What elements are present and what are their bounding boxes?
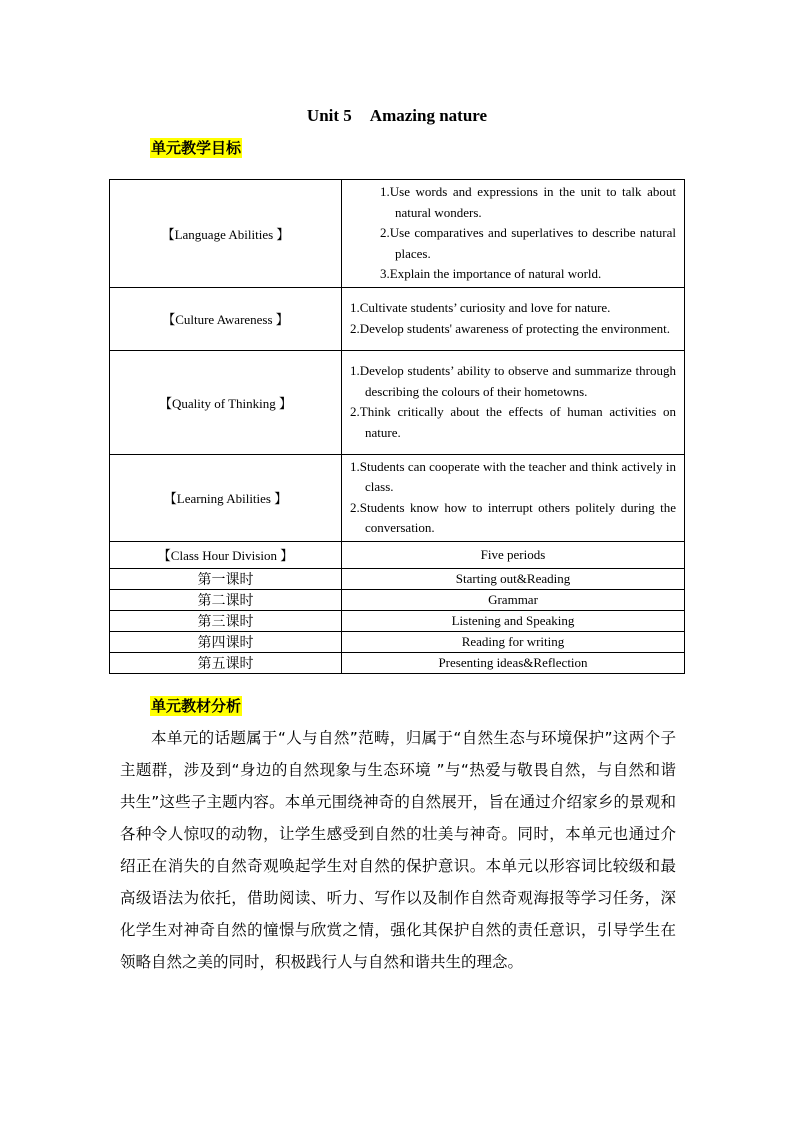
row-label: 【Language Abilities 】 xyxy=(110,180,342,288)
table-row xyxy=(110,350,685,454)
table-row xyxy=(110,541,685,568)
period-label: 第四课时 xyxy=(110,631,342,652)
row-content xyxy=(342,180,685,288)
table-row xyxy=(110,589,685,610)
table-row xyxy=(110,287,685,350)
list-item: 1.Students can cooperate with the teacher and think actively in class. xyxy=(350,458,676,494)
period-label: 第二课时 xyxy=(110,589,342,610)
section-heading-objectives: 单元教学目标 xyxy=(151,139,242,157)
table-row xyxy=(110,610,685,631)
table-row xyxy=(110,180,685,288)
row-label: 【Learning Abilities 】 xyxy=(110,454,342,541)
list-item: 2.Think critically about the effects of human activities on nature. xyxy=(350,404,676,440)
table-row xyxy=(110,454,685,541)
list-item: 2.Students know how to interrupt others politely during the conversation. xyxy=(350,499,676,535)
list-item: 1.Cultivate students’ curiosity and love for nature. xyxy=(350,300,611,315)
list-item: 3.Explain the importance of natural world. xyxy=(380,266,602,281)
unit-name: Amazing nature xyxy=(369,106,488,125)
table-row xyxy=(110,631,685,652)
table-row xyxy=(110,568,685,589)
period-label: 第三课时 xyxy=(110,610,342,631)
row-content xyxy=(342,350,685,454)
row-content xyxy=(342,287,685,350)
unit-number: Unit 5 xyxy=(306,106,352,125)
period-content: Grammar xyxy=(342,589,685,610)
list-item: 2.Develop students' awareness of protecting the environment. xyxy=(350,320,671,336)
table-row xyxy=(110,652,685,673)
analysis-paragraph: 本单元的话题属于“人与自然”范畴，归属于“自然生态与环境保护”这两个子主题群，涉及到“身边的自然现象与生态环境 ”与“热爱与敬畏自然，与自然和谐共生”这些子主题内容。本单元围绕神奇的自然展开，旨在通过介绍家乡的景观和各种令人惊叹的动物，让学生感受到自然的壮美与神奇。同时，本单元也通过介绍正在消失的自然奇观唤起学生对自然的保护意识。本单元以形容词比较级和最高级语法为依托，借助阅读、听力、写作以及制作自然奇观海报等学习任务，深化学生对神奇自然的憧憬与欣赏之情，强化其保护自然的责任意识，引导学生在领略自然之美的同时，积极践行人与自然和谐共生的理念。 xyxy=(120,729,676,971)
page-title xyxy=(0,106,794,126)
period-content: Starting out&Reading xyxy=(342,568,685,589)
period-content: Presenting ideas&Reflection xyxy=(342,652,685,673)
row-content xyxy=(342,454,685,541)
section-heading-analysis: 单元教材分析 xyxy=(151,697,242,715)
row-content: Five periods xyxy=(342,541,685,568)
period-label: 第一课时 xyxy=(110,568,342,589)
objectives-table xyxy=(109,179,685,674)
period-content: Reading for writing xyxy=(342,631,685,652)
row-label: 【Quality of Thinking 】 xyxy=(110,350,342,454)
row-label: 【Culture Awareness 】 xyxy=(110,287,342,350)
period-label: 第五课时 xyxy=(110,652,342,673)
list-item: 1.Develop students’ ability to observe and summarize through describing the colours of their hometowns. xyxy=(350,363,676,399)
period-content: Listening and Speaking xyxy=(342,610,685,631)
list-item: 1.Use words and expressions in the unit to talk about natural wonders. xyxy=(380,184,676,220)
row-label: 【Class Hour Division 】 xyxy=(110,541,342,568)
list-item: 2.Use comparatives and superlatives to describe natural places. xyxy=(380,225,676,261)
